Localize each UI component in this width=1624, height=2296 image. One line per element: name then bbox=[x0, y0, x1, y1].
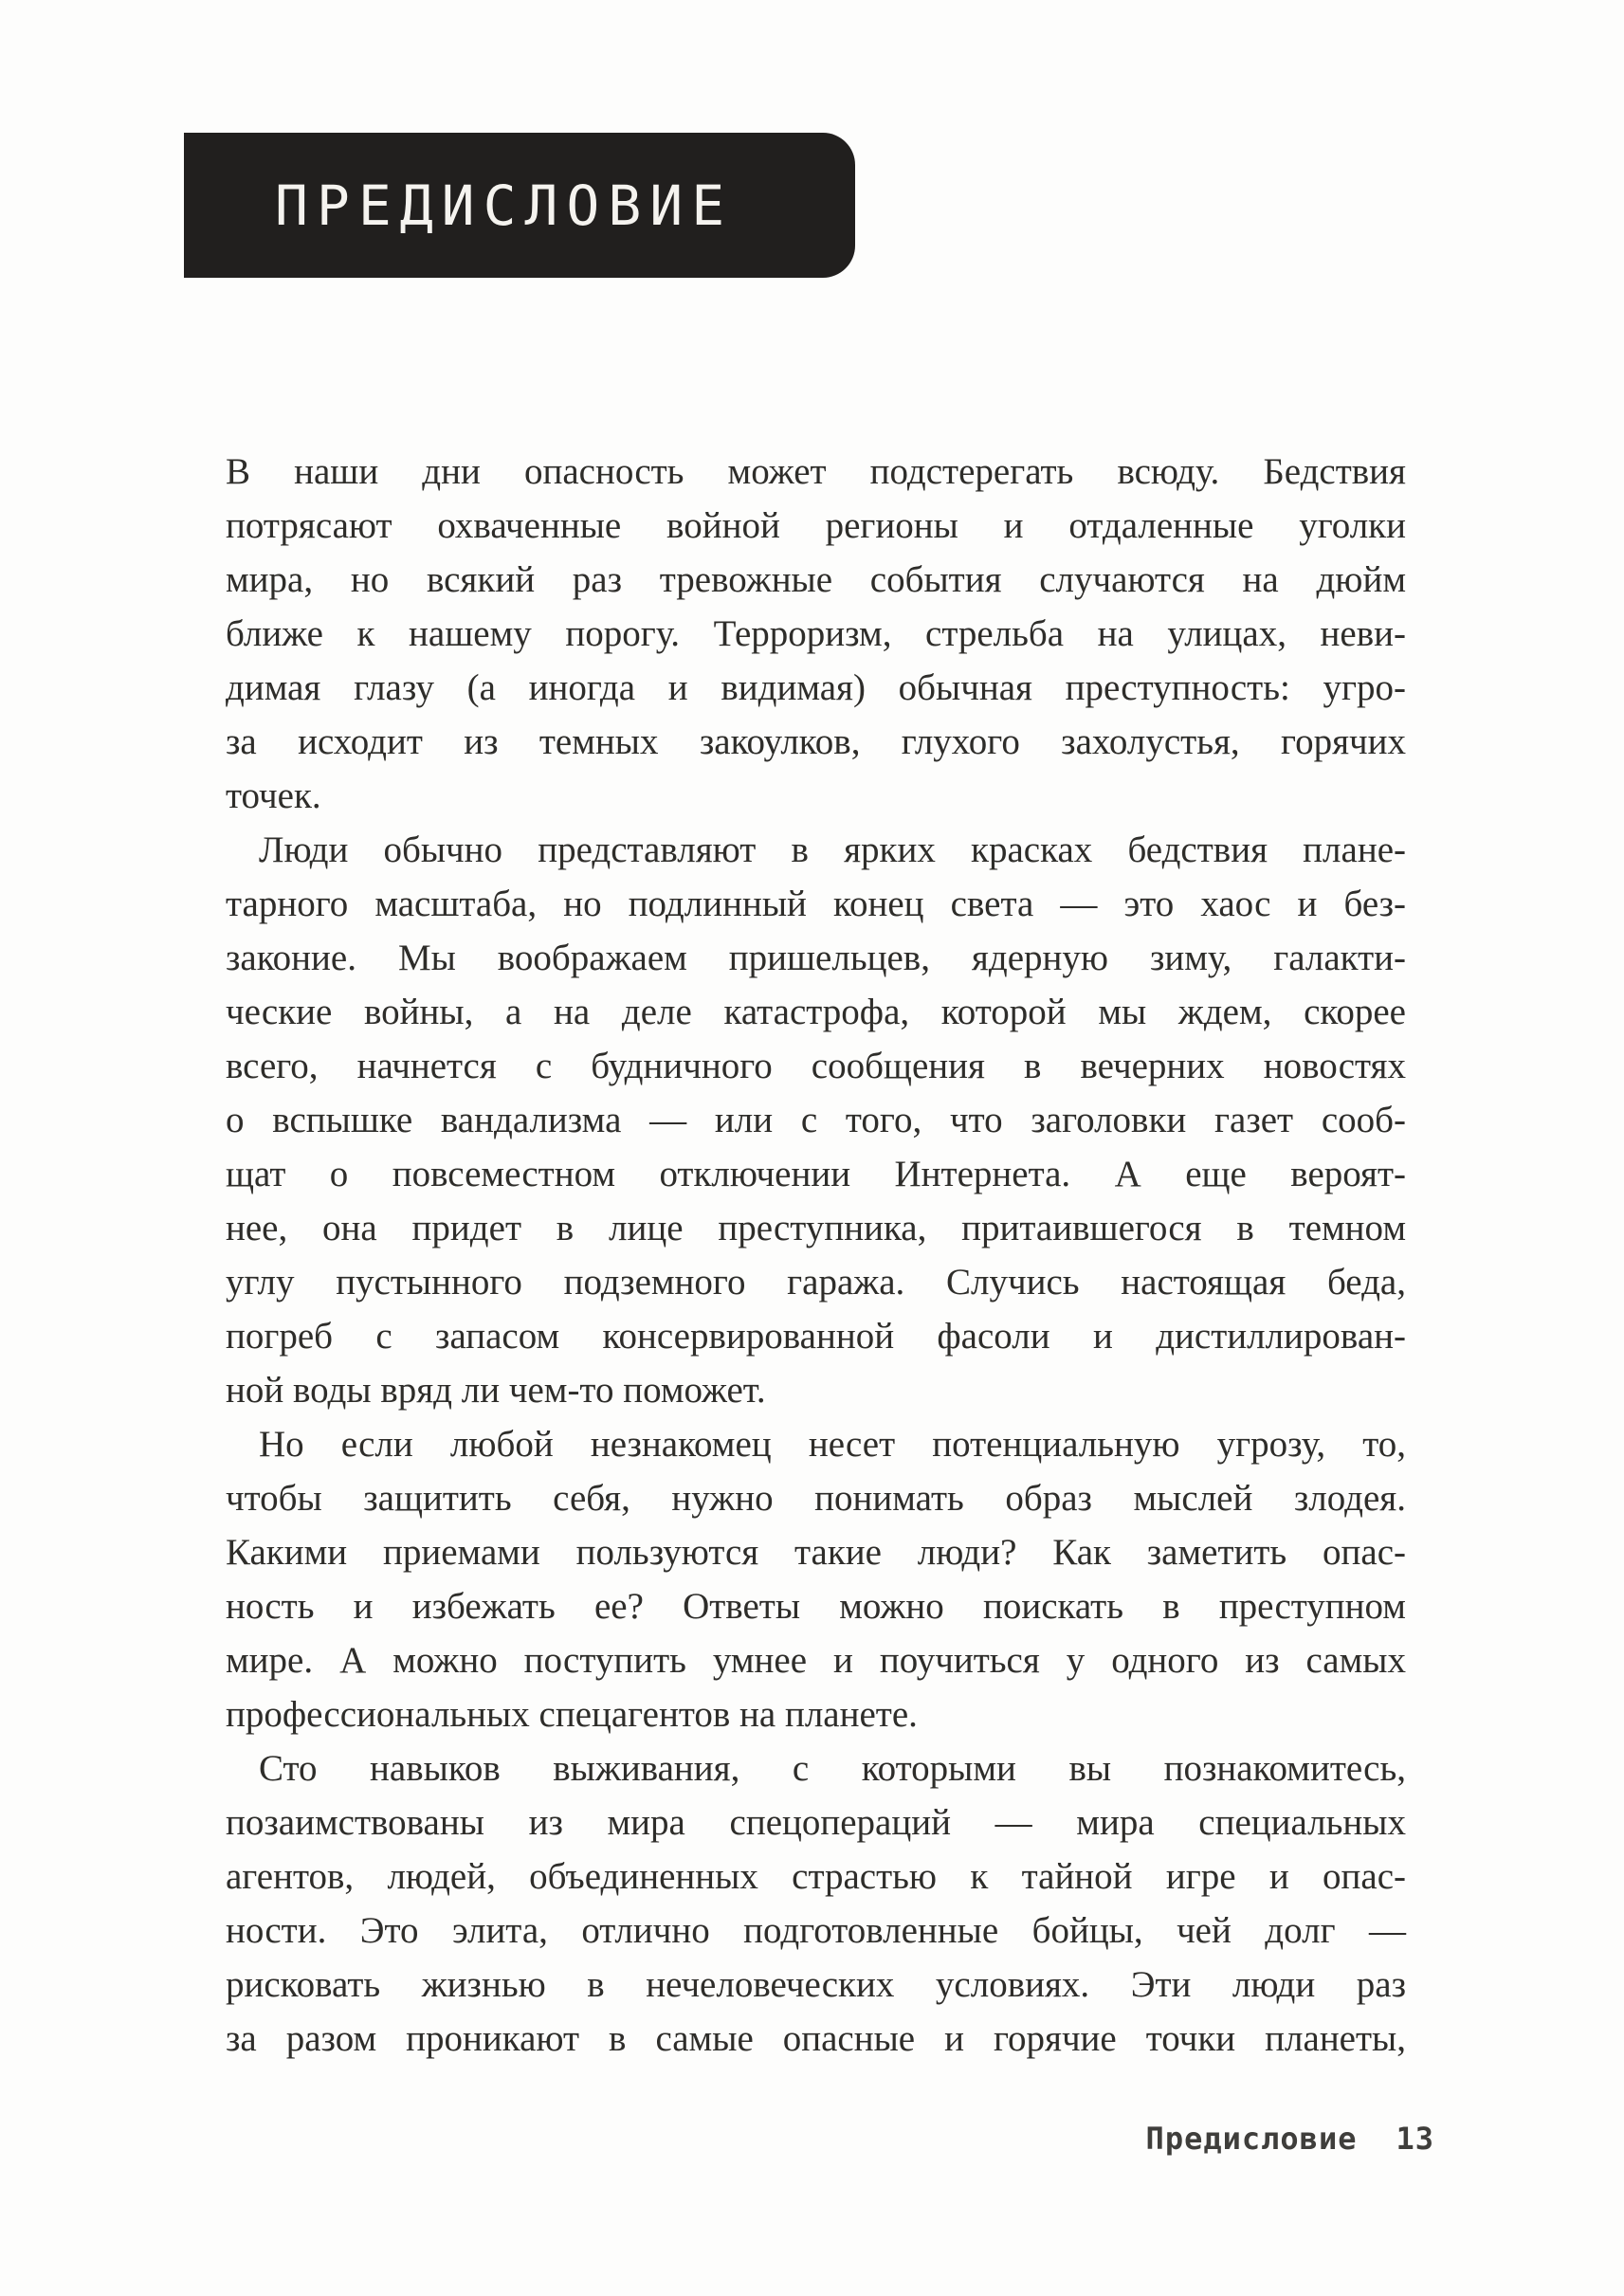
text-line: тарного масштаба, но подлинный конец света — это хаос и без- bbox=[226, 884, 1406, 924]
footer-page-number: 13 bbox=[1396, 2121, 1434, 2157]
text-line: за исходит из темных закоулков, глухого захолустья, горячих bbox=[226, 721, 1406, 762]
text-line: Но если любой незнакомец несет потенциальную угрозу, то, bbox=[259, 1424, 1406, 1465]
text-line: Сто навыков выживания, с которыми вы познакомитесь, bbox=[259, 1748, 1406, 1789]
text-line: Какими приемами пользуются такие люди? Как заметить опас- bbox=[226, 1532, 1406, 1573]
text-line: погреб с запасом консервированной фасоли и дистиллирован- bbox=[226, 1316, 1406, 1357]
text-line: всего, начнется с будничного сообщения в вечерних новостях bbox=[226, 1046, 1406, 1086]
text-line: законие. Мы воображаем пришельцев, ядерную зиму, галакти- bbox=[226, 938, 1406, 978]
text-line: профессиональных спецагентов на планете. bbox=[226, 1694, 918, 1735]
text-line: димая глазу (а иногда и видимая) обычная преступность: угро- bbox=[226, 667, 1406, 708]
text-line: нее, она придет в лице преступника, притаившегося в темном bbox=[226, 1208, 1406, 1248]
text-line: ческие войны, а на деле катастрофа, которой мы ждем, скорее bbox=[226, 992, 1406, 1032]
text-line: рисковать жизнью в нечеловеческих условиях. Эти люди раз bbox=[226, 1964, 1406, 2005]
text-line: ности. Это элита, отлично подготовленные бойцы, чей долг — bbox=[226, 1910, 1406, 1951]
text-line: точек. bbox=[226, 775, 321, 816]
paragraph bbox=[226, 1741, 1406, 2066]
paragraph bbox=[226, 823, 1406, 1417]
page-footer bbox=[1146, 2121, 1434, 2157]
footer-chapter-label: Предисловие bbox=[1145, 2121, 1358, 2157]
text-line: мире. А можно поступить умнее и поучиться у одного из самых bbox=[226, 1640, 1406, 1681]
chapter-header-badge bbox=[184, 133, 855, 278]
paragraph bbox=[226, 445, 1406, 823]
text-line: Люди обычно представляют в ярких красках бедствия плане- bbox=[259, 829, 1406, 870]
text-line: о вспышке вандализма — или с того, что заголовки газет сооб- bbox=[226, 1100, 1406, 1140]
paragraph bbox=[226, 1417, 1406, 1741]
body-text bbox=[226, 445, 1406, 2066]
chapter-title: ПРЕДИСЛОВИЕ bbox=[275, 173, 734, 238]
text-line: ной воды вряд ли чем-то поможет. bbox=[226, 1370, 766, 1411]
text-line: ность и избежать ее? Ответы можно поискать в преступном bbox=[226, 1586, 1406, 1627]
text-line: ближе к нашему порогу. Терроризм, стрельба на улицах, неви- bbox=[226, 613, 1406, 654]
text-line: за разом проникают в самые опасные и горячие точки планеты, bbox=[226, 2018, 1406, 2059]
text-line: потрясают охваченные войной регионы и отдаленные уголки bbox=[226, 505, 1406, 546]
text-line: углу пустынного подземного гаража. Случись настоящая беда, bbox=[226, 1262, 1406, 1303]
text-line: мира, но всякий раз тревожные события случаются на дюйм bbox=[226, 559, 1406, 600]
text-line: чтобы защитить себя, нужно понимать образ мыслей злодея. bbox=[226, 1478, 1406, 1519]
text-line: позаимствованы из мира спецопераций — мира специальных bbox=[226, 1802, 1406, 1843]
text-line: щат о повсеместном отключении Интернета. А еще вероят- bbox=[226, 1154, 1406, 1194]
text-line: В наши дни опасность может подстерегать всюду. Бедствия bbox=[226, 451, 1406, 492]
text-line: агентов, людей, объединенных страстью к тайной игре и опас- bbox=[226, 1856, 1406, 1897]
